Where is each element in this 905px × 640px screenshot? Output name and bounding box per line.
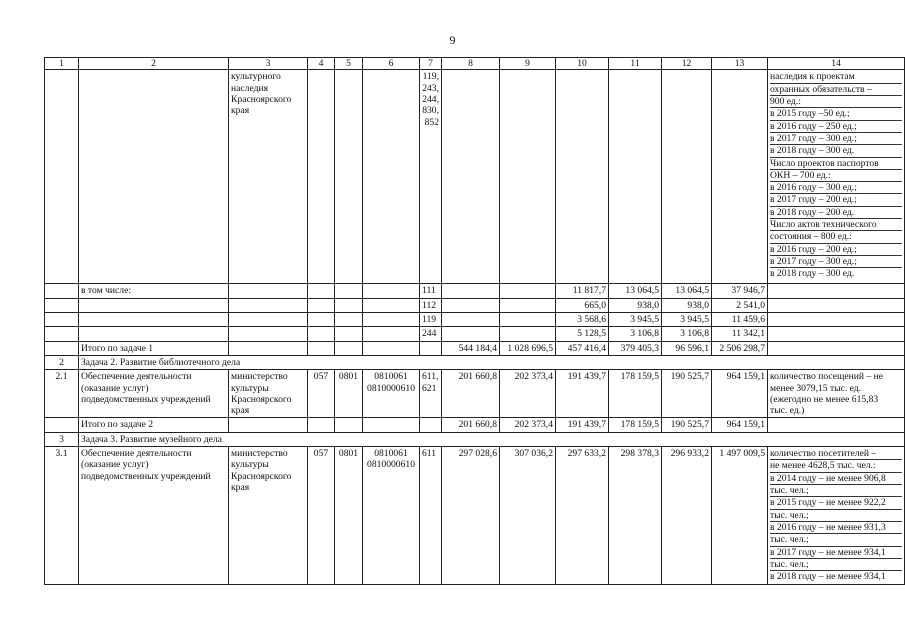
- total-value: 2 506 298,7: [712, 341, 768, 355]
- text-line: Число актов технического: [770, 219, 902, 231]
- result-cell: [768, 70, 905, 284]
- executor-cell: [229, 370, 308, 418]
- sub-value: 13 064,5: [609, 284, 662, 298]
- sub-row-112: [45, 298, 905, 312]
- text-line: 0810061: [374, 448, 408, 460]
- sub-value: 3 568,6: [556, 312, 609, 326]
- activity-cell: [79, 447, 229, 584]
- sub-code: 244: [420, 327, 442, 341]
- total-value: 964 159,1: [712, 418, 768, 432]
- sub-code: 119: [420, 312, 442, 326]
- amount-value: 202 373,4: [500, 370, 556, 418]
- section-code: 0801: [335, 447, 363, 584]
- activity-cell: [79, 370, 229, 418]
- column-number-row: [45, 58, 905, 70]
- text-line: Красноярского: [231, 93, 292, 105]
- amount-value: 178 159,5: [609, 370, 662, 418]
- sub-value: 2 541,0: [712, 298, 768, 312]
- col-num-14: 14: [768, 58, 905, 70]
- sub-value: 5 128,5: [556, 327, 609, 341]
- total-value: 457 416,4: [556, 341, 609, 355]
- total-value: 202 373,4: [500, 418, 556, 432]
- text-line: в 2017 году – 300 ед.;: [770, 133, 902, 145]
- text-line: в 2015 году –50 ед.;: [770, 108, 902, 120]
- expense-type-cell: [420, 70, 442, 284]
- sub-value: 938,0: [609, 298, 662, 312]
- sub-value: 665,0: [556, 298, 609, 312]
- sub-value: 3 106,8: [662, 327, 712, 341]
- text-line: подведомственных учреждений: [81, 393, 211, 405]
- col-num-12: 12: [662, 58, 712, 70]
- sub-value: 3 945,5: [662, 312, 712, 326]
- text-line: в 2018 году – не менее 934,1: [770, 571, 886, 583]
- col-num-1: 1: [45, 58, 79, 70]
- sub-code: 111: [420, 284, 442, 298]
- text-line: в 2016 году – 300 ед.;: [770, 182, 902, 194]
- col-num-2: 2: [79, 58, 229, 70]
- expense-type-code: 611: [420, 447, 442, 584]
- amount-value: 297 028,6: [442, 447, 500, 584]
- text-line: в 2014 году – не менее 906,8: [770, 473, 902, 485]
- text-line: в 2017 году – 300 ед.;: [770, 256, 902, 268]
- amount-value: 964 159,1: [712, 370, 768, 418]
- sub-row-119: [45, 312, 905, 326]
- task-number: 3: [45, 432, 79, 446]
- text-line: ОКН – 700 ед.:: [770, 170, 902, 182]
- grbs-code: 057: [308, 370, 335, 418]
- page-number: 9: [449, 33, 456, 47]
- expense-type-cell: [420, 370, 442, 418]
- total-value: 201 660,8: [442, 418, 500, 432]
- text-line: 243,: [422, 82, 439, 94]
- result-cell: [768, 447, 905, 584]
- text-line: тыс. ед.): [770, 405, 805, 417]
- amount-value: 298 378,3: [609, 447, 662, 584]
- text-line: тыс. чел.;: [770, 510, 902, 522]
- amount-value: 1 497 009,5: [712, 447, 768, 584]
- text-line: в 2018 году – 200 ед.: [770, 207, 902, 219]
- text-line: министерство: [231, 371, 288, 383]
- text-line: 244,: [422, 93, 439, 105]
- col-num-9: 9: [500, 58, 556, 70]
- text-line: 830,: [422, 105, 439, 117]
- target-code-cell: [363, 447, 420, 584]
- sub-value: 13 064,5: [662, 284, 712, 298]
- text-line: (оказание услуг): [81, 382, 149, 394]
- text-line: культуры: [231, 459, 269, 471]
- col-num-7: 7: [420, 58, 442, 70]
- col-num-8: 8: [442, 58, 500, 70]
- item-number: 3.1: [45, 447, 79, 584]
- sub-value: 11 817,7: [556, 284, 609, 298]
- text-line: количество посетителей –: [770, 448, 902, 460]
- task-number: 2: [45, 355, 79, 369]
- total-value: 544 184,4: [442, 341, 500, 355]
- text-line: тыс. чел.;: [770, 534, 902, 546]
- text-line: Красноярского: [231, 470, 292, 482]
- text-line: 119,: [422, 71, 439, 83]
- text-line: количество посещений – не: [770, 371, 884, 383]
- text-line: 0810061: [374, 371, 408, 383]
- text-line: состояния – 800 ед.:: [770, 231, 902, 243]
- text-line: тыс. чел.;: [770, 559, 902, 571]
- text-line: 0810000610: [367, 459, 415, 471]
- text-line: 852: [424, 116, 439, 128]
- task-3-header-row: [45, 432, 905, 446]
- text-line: Число проектов паспортов: [770, 158, 902, 170]
- sub-value: 37 946,7: [712, 284, 768, 298]
- budget-table: [44, 57, 905, 585]
- task-2-header-row: [45, 355, 905, 369]
- text-line: края: [231, 482, 250, 493]
- col-num-13: 13: [712, 58, 768, 70]
- text-line: края: [231, 105, 250, 117]
- col-num-4: 4: [308, 58, 335, 70]
- text-line: в 2016 году – не менее 931,3: [770, 522, 902, 534]
- text-line: (ежегодно не менее 615,83: [770, 393, 879, 405]
- sub-value: 938,0: [662, 298, 712, 312]
- total-value: 96 596,1: [662, 341, 712, 355]
- sub-value: 3 945,5: [609, 312, 662, 326]
- total-label: Итого по задаче 2: [79, 418, 229, 432]
- text-line: в 2017 году – 200 ед.;: [770, 194, 902, 206]
- sub-code: 112: [420, 298, 442, 312]
- text-line: культурного: [231, 71, 281, 83]
- total-value: 190 525,7: [662, 418, 712, 432]
- col-num-11: 11: [609, 58, 662, 70]
- text-line: 611,: [422, 371, 439, 383]
- text-line: (оказание услуг): [81, 459, 149, 471]
- text-line: 0810000610: [367, 382, 415, 394]
- amount-value: 191 439,7: [556, 370, 609, 418]
- col-num-6: 6: [363, 58, 420, 70]
- total-value: 191 439,7: [556, 418, 609, 432]
- task-title: Задача 2. Развитие библиотечного дела: [79, 355, 905, 369]
- amount-value: 190 525,7: [662, 370, 712, 418]
- sub-label: в том числе:: [79, 284, 229, 298]
- text-line: края: [231, 405, 250, 417]
- text-line: 900 ед.:: [770, 96, 902, 108]
- total-value: 379 405,3: [609, 341, 662, 355]
- text-line: наследия к проектам: [770, 71, 902, 83]
- sub-value: 11 459,6: [712, 312, 768, 326]
- target-code-cell: [363, 370, 420, 418]
- text-line: в 2018 году – 300 ед.: [770, 145, 902, 157]
- executor-cell: [229, 447, 308, 584]
- col-num-10: 10: [556, 58, 609, 70]
- amount-value: 297 633,2: [556, 447, 609, 584]
- total-task-1-row: [45, 341, 905, 355]
- text-line: не менее 4628,5 тыс. чел.:: [770, 460, 902, 472]
- item-number: 2.1: [45, 370, 79, 418]
- sub-value: 3 106,8: [609, 327, 662, 341]
- executor-cell: [229, 70, 308, 284]
- text-line: Обеспечение деятельности: [81, 371, 192, 383]
- text-line: министерство: [231, 448, 288, 460]
- total-value: 178 159,5: [609, 418, 662, 432]
- text-line: в 2016 году – 200 ед.;: [770, 244, 902, 256]
- amount-value: 201 660,8: [442, 370, 500, 418]
- text-line: в 2018 году – 300 ед.: [770, 268, 855, 280]
- text-line: менее 3079,15 тыс. ед.: [770, 382, 862, 394]
- text-line: охранных обязательств –: [770, 84, 902, 96]
- result-cell: [768, 370, 905, 418]
- text-line: 621: [422, 382, 437, 394]
- text-line: тыс. чел.;: [770, 485, 902, 497]
- text-line: Красноярского: [231, 393, 292, 405]
- text-line: культуры: [231, 382, 269, 394]
- total-task-2-row: [45, 418, 905, 432]
- total-value: 1 028 696,5: [500, 341, 556, 355]
- col-num-3: 3: [229, 58, 308, 70]
- sub-row-111: [45, 284, 905, 298]
- col-num-5: 5: [335, 58, 363, 70]
- text-line: подведомственных учреждений: [81, 470, 211, 482]
- amount-value: 307 036,2: [500, 447, 556, 584]
- row-2-1: [45, 370, 905, 418]
- grbs-code: 057: [308, 447, 335, 584]
- row-3-1: [45, 447, 905, 584]
- task-title: Задача 3. Развитие музейного дела: [79, 432, 905, 446]
- sub-row-244: [45, 327, 905, 341]
- text-line: в 2016 году – 250 ед.;: [770, 121, 902, 133]
- text-line: Обеспечение деятельности: [81, 448, 192, 460]
- text-line: наследия: [231, 82, 268, 94]
- text-line: в 2015 году – не менее 922,2: [770, 497, 902, 509]
- continuation-row: [45, 70, 905, 284]
- text-line: в 2017 году – не менее 934,1: [770, 547, 902, 559]
- amount-value: 296 933,2: [662, 447, 712, 584]
- section-code: 0801: [335, 370, 363, 418]
- sub-value: 11 342,1: [712, 327, 768, 341]
- total-label: Итого по задаче 1: [79, 341, 229, 355]
